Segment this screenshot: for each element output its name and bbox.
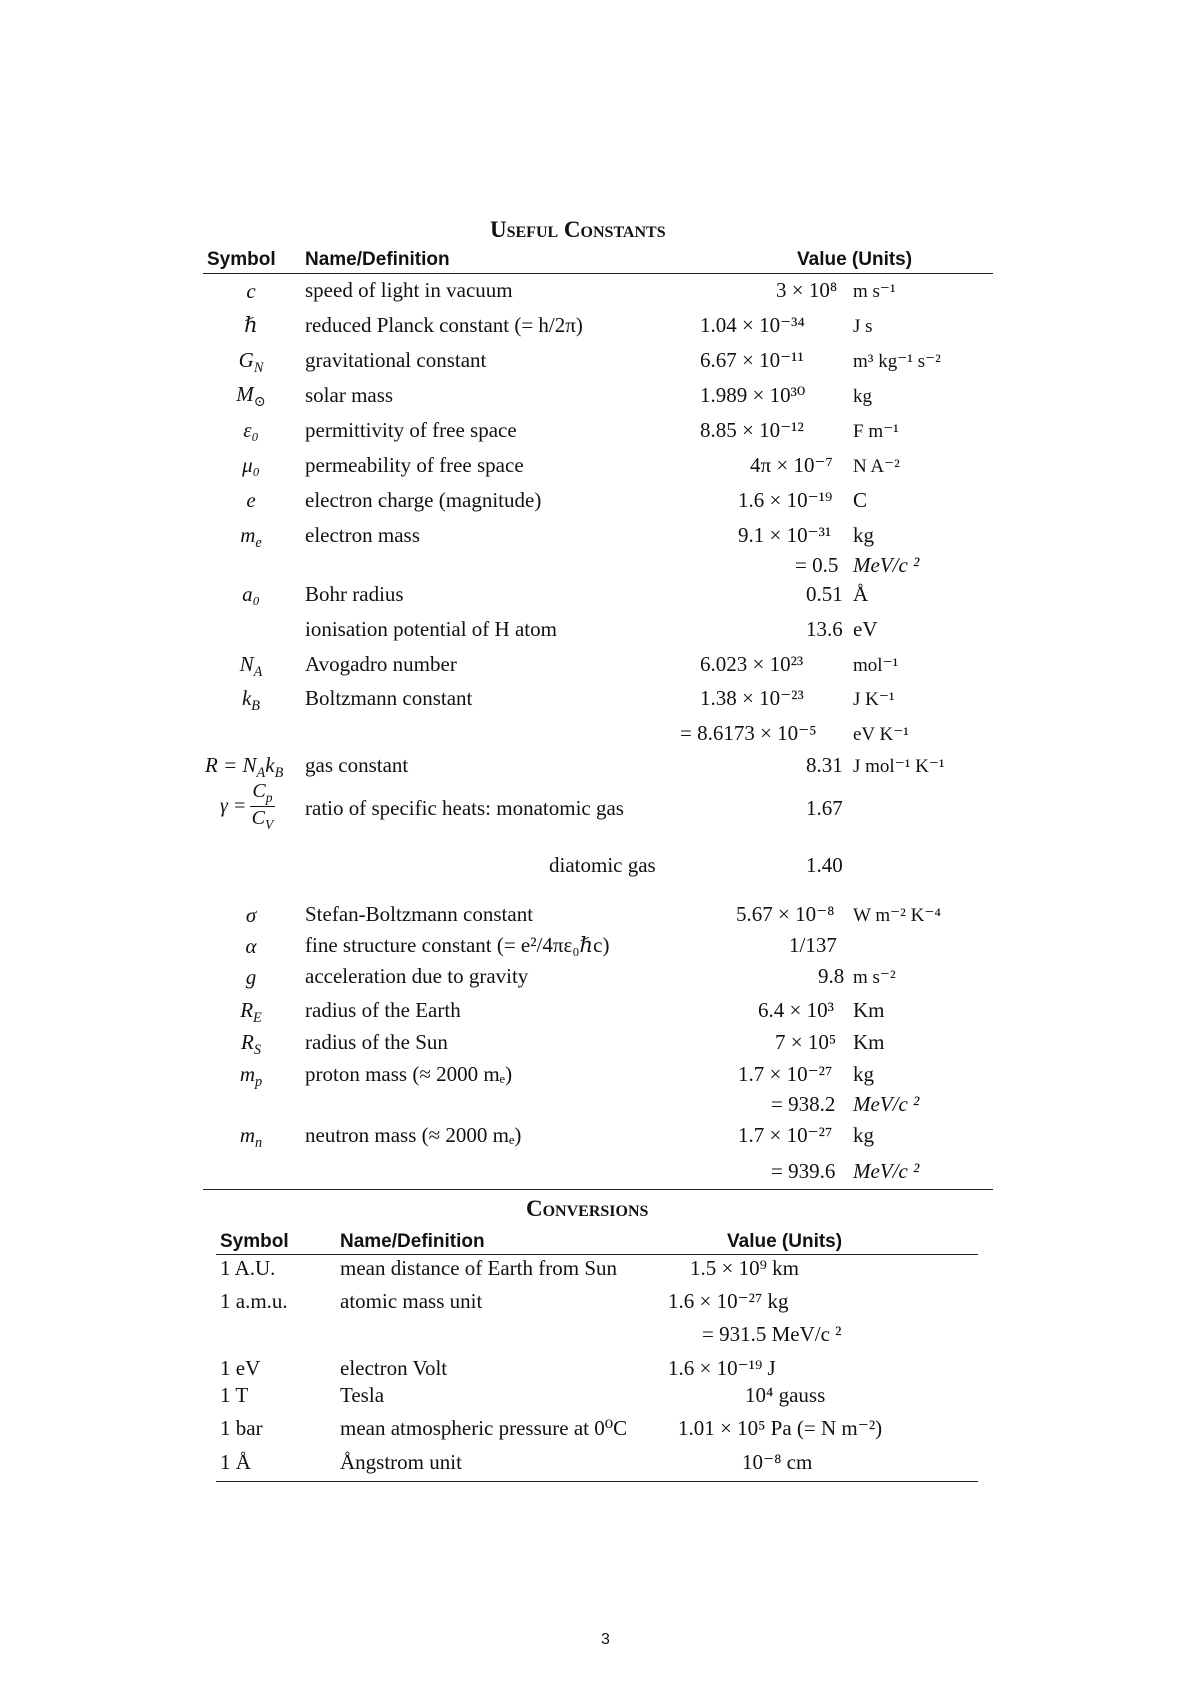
- name-cell: Bohr radius: [305, 582, 404, 606]
- name-cell: Stefan-Boltzmann constant: [305, 902, 534, 926]
- value-cell: = 939.6: [771, 1159, 836, 1183]
- value-cell: 6.4 × 10³: [758, 998, 834, 1022]
- conversions-header-name: Name/Definition: [340, 1231, 485, 1252]
- conv-value: = 931.5 MeV/c ²: [702, 1322, 842, 1346]
- constants-header-name: Name/Definition: [305, 249, 450, 270]
- symbol-re: $R_E$: [240, 998, 262, 1027]
- name-cell: speed of light in vacuum: [305, 278, 513, 302]
- conv-value: 1.6 × 10⁻¹⁹ J: [668, 1356, 776, 1380]
- symbol-hbar: ℏ: [244, 313, 258, 337]
- conv-name: mean distance of Earth from Sun: [340, 1256, 617, 1280]
- name-cell: electron charge (magnitude): [305, 488, 542, 512]
- conv-value: 1.01 × 10⁵ Pa (= N m⁻²): [678, 1416, 883, 1440]
- name-cell: gas constant: [305, 753, 409, 777]
- symbol-gn: $G_N$: [238, 348, 264, 377]
- value-cell: = 8.6173 × 10⁻⁵: [680, 721, 817, 745]
- symbol-sigma: σ: [245, 903, 257, 927]
- unit-cell: C: [853, 488, 868, 512]
- conv-value: 10⁴ gauss: [745, 1383, 826, 1407]
- value-cell: 0.51: [806, 582, 843, 606]
- symbol-c: c: [246, 279, 256, 303]
- name-cell: diatomic gas: [549, 853, 656, 877]
- value-cell: 1.67: [806, 796, 843, 820]
- value-cell: 1.7 × 10⁻²⁷: [738, 1123, 833, 1147]
- unit-cell: kg: [853, 1062, 874, 1086]
- unit-cell: J K⁻¹: [853, 689, 895, 710]
- value-cell: 6.67 × 10⁻¹¹: [700, 348, 804, 372]
- unit-cell: kg: [853, 1123, 874, 1147]
- conv-name: electron Volt: [340, 1356, 448, 1380]
- value-cell: 4π × 10⁻⁷: [750, 453, 833, 477]
- symbol-kb: $k_B$: [241, 686, 261, 715]
- conversions-title: Conversions: [526, 1196, 649, 1221]
- conv-name: Tesla: [340, 1383, 385, 1407]
- symbol-solar-mass: $M_⊙$: [236, 382, 266, 411]
- conv-value: 1.5 × 10⁹ km: [690, 1256, 799, 1280]
- value-cell: 1.6 × 10⁻¹⁹: [738, 488, 833, 512]
- unit-cell: eV K⁻¹: [853, 724, 910, 745]
- unit-cell: J s: [853, 316, 873, 337]
- symbol-mu0: μ₀: [242, 453, 260, 477]
- name-cell: ratio of specific heats: monatomic gas: [305, 796, 624, 820]
- name-cell: permeability of free space: [305, 453, 524, 477]
- conversions-header-rule: [216, 1254, 978, 1255]
- value-cell: 8.31: [806, 753, 843, 777]
- symbol-g: g: [245, 965, 257, 989]
- conv-name: Ångstrom unit: [340, 1450, 462, 1474]
- unit-cell: J mol⁻¹ K⁻¹: [853, 756, 945, 777]
- unit-cell: eV: [853, 617, 878, 641]
- conv-symbol: 1 T: [220, 1383, 249, 1407]
- unit-cell: MeV/c ²: [853, 1159, 920, 1183]
- unit-cell: kg: [853, 523, 874, 547]
- conv-symbol: 1 eV: [220, 1356, 261, 1380]
- unit-cell: MeV/c ²: [853, 1092, 920, 1116]
- value-cell: 13.6: [806, 617, 843, 641]
- value-cell: 1.04 × 10⁻³⁴: [700, 313, 805, 337]
- value-cell: 7 × 10⁵: [775, 1030, 837, 1054]
- unit-cell: F m⁻¹: [853, 421, 899, 442]
- symbol-alpha: α: [245, 934, 257, 958]
- conv-symbol: 1 bar: [220, 1416, 263, 1440]
- conv-symbol: 1 A.U.: [220, 1256, 276, 1280]
- value-cell: = 0.5: [795, 553, 839, 577]
- constants-bottom-rule: [203, 1189, 993, 1190]
- conversions-header-symbol: Symbol: [220, 1231, 289, 1252]
- value-cell: = 938.2: [771, 1092, 836, 1116]
- unit-cell: Km: [853, 1030, 885, 1054]
- name-cell: permittivity of free space: [305, 418, 517, 442]
- constants-header-value: Value (Units): [797, 249, 913, 270]
- unit-cell: N A⁻²: [853, 456, 900, 477]
- value-cell: 1.38 × 10⁻²³: [700, 686, 804, 710]
- conv-name: atomic mass unit: [340, 1289, 483, 1313]
- unit-cell: m s⁻¹: [853, 281, 896, 302]
- constants-header-rule: [203, 273, 993, 274]
- name-cell: gravitational constant: [305, 348, 487, 372]
- unit-cell: Å: [853, 582, 869, 606]
- unit-cell: mol⁻¹: [853, 655, 899, 676]
- conversions-bottom-rule: [216, 1481, 978, 1482]
- value-cell: 1.40: [806, 853, 843, 877]
- name-cell: fine structure constant (= e²/4πε₀ℏc): [305, 933, 610, 957]
- name-cell: Avogadro number: [305, 652, 457, 676]
- symbol-me: $m_e$: [240, 523, 262, 552]
- name-cell: radius of the Earth: [305, 998, 461, 1022]
- value-cell: 3 × 10⁸: [776, 278, 838, 302]
- value-cell: 9.8: [818, 964, 845, 988]
- value-cell: 8.85 × 10⁻¹²: [700, 418, 804, 442]
- name-cell: electron mass: [305, 523, 420, 547]
- symbol-na: $N_A$: [239, 652, 263, 681]
- value-cell: 6.023 × 10²³: [700, 652, 804, 676]
- symbol-a0: a₀: [242, 582, 260, 606]
- unit-cell: MeV/c ²: [853, 553, 920, 577]
- unit-cell: kg: [853, 386, 872, 407]
- symbol-mn: $m_n$: [239, 1123, 263, 1152]
- value-cell: 9.1 × 10⁻³¹: [738, 523, 832, 547]
- symbol-gas-constant: $R = N_Ak_B$: [205, 753, 284, 782]
- name-cell: neutron mass (≈ 2000 mₑ): [305, 1123, 522, 1147]
- symbol-rs: $R_S$: [241, 1030, 261, 1059]
- constants-header-symbol: Symbol: [207, 249, 276, 270]
- value-cell: 1.7 × 10⁻²⁷: [738, 1062, 833, 1086]
- conv-name: mean atmospheric pressure at 0⁰C: [340, 1416, 628, 1440]
- unit-cell: Km: [853, 998, 885, 1022]
- symbol-gamma: γ = $\frac{C_p}{C_V}$: [220, 780, 274, 832]
- symbol-mp: $m_p$: [239, 1062, 263, 1091]
- conv-value: 1.6 × 10⁻²⁷ kg: [668, 1289, 789, 1313]
- name-cell: proton mass (≈ 2000 mₑ): [305, 1062, 513, 1086]
- value-cell: 5.67 × 10⁻⁸: [736, 902, 835, 926]
- conv-value: 10⁻⁸ cm: [742, 1450, 813, 1474]
- name-cell: radius of the Sun: [305, 1030, 448, 1054]
- conv-symbol: 1 a.m.u.: [220, 1289, 288, 1313]
- symbol-epsilon0: ε₀: [243, 418, 259, 442]
- page-number: 3: [601, 1631, 610, 1648]
- value-cell: 1/137: [789, 933, 837, 957]
- name-cell: solar mass: [305, 383, 394, 407]
- conv-symbol: 1 Å: [220, 1450, 251, 1474]
- value-cell: 1.989 × 10³⁰: [700, 383, 806, 407]
- constants-title: Useful Constants: [490, 217, 666, 242]
- unit-cell: W m⁻² K⁻⁴: [853, 905, 941, 926]
- unit-cell: m s⁻²: [853, 967, 896, 988]
- name-cell: ionisation potential of H atom: [305, 617, 557, 641]
- name-cell: acceleration due to gravity: [305, 964, 529, 988]
- conversions-header-value: Value (Units): [727, 1231, 843, 1252]
- unit-cell: m³ kg⁻¹ s⁻²: [853, 351, 941, 372]
- symbol-e: e: [246, 488, 256, 512]
- name-cell: reduced Planck constant (= h/2π): [305, 313, 583, 337]
- name-cell: Boltzmann constant: [305, 686, 473, 710]
